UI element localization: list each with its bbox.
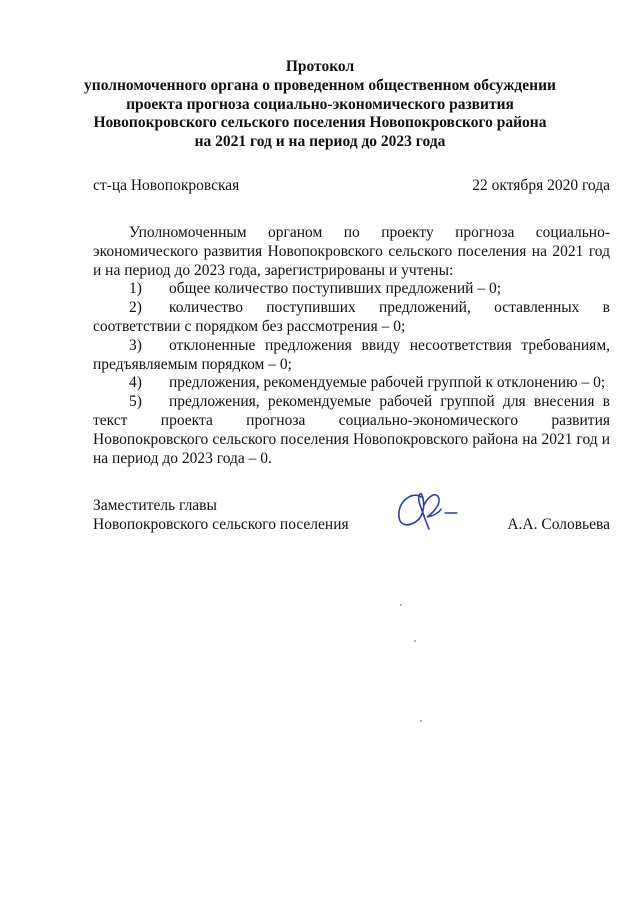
scan-speck bbox=[420, 720, 422, 722]
title-line: Протокол bbox=[285, 58, 355, 75]
list-item-number: 5) bbox=[129, 393, 142, 411]
list-item bbox=[93, 393, 610, 468]
intro-paragraph: Уполномоченным органом по проекту прогноза социально-экономического развития Новопокровского сельского поселения на 2021 год и на период до 2023 года, зарегистрированы и учтены: bbox=[93, 224, 610, 279]
list-item-text: предложения, рекомендуемые рабочей группой для внесения в текст проекта прогноза социально-экономического развития Новопокровского сельского поселения Новопокровского района на 2021 год и на период до 2023 года – 0. bbox=[93, 393, 610, 467]
scan-speck bbox=[400, 604, 402, 606]
list-item bbox=[93, 337, 610, 375]
document-body bbox=[93, 224, 610, 468]
title-line: проекта прогноза социально-экономического развития bbox=[126, 95, 514, 113]
list-item-number: 3) bbox=[129, 336, 142, 354]
list-item bbox=[93, 374, 610, 393]
list-item-text: общее количество поступивших предложений – 0; bbox=[169, 280, 502, 298]
title-line: Новопокровского сельского поселения Новопокровского района bbox=[93, 114, 547, 132]
list-item-number: 1) bbox=[129, 280, 142, 298]
list-item-text: количество поступивших предложений, оставленных в соответствии с порядком без рассмотрения – 0; bbox=[93, 299, 610, 335]
list-item bbox=[93, 280, 610, 299]
list-item-number: 4) bbox=[129, 374, 142, 392]
list-item-text: отклоненные предложения ввиду несоответствия требованиям, предъявляемым порядком – 0; bbox=[93, 336, 610, 373]
signature-block bbox=[93, 497, 610, 535]
list-item-text: предложения, рекомендуемые рабочей группой к отклонению – 0; bbox=[169, 374, 606, 392]
document-title bbox=[80, 58, 560, 152]
signer-name: А.А. Соловьева bbox=[507, 515, 610, 533]
title-line: на 2021 год и на период до 2023 года bbox=[194, 133, 446, 151]
title-line: уполномоченного органа о проведенном общественном обсуждении bbox=[84, 76, 556, 94]
signer-position-line2: Новопокровского сельского поселения bbox=[93, 515, 349, 533]
date-text: 22 октября 2020 года bbox=[472, 177, 610, 194]
signer-position-line1: Заместитель главы bbox=[93, 497, 217, 514]
list-item bbox=[93, 299, 610, 337]
list-item-number: 2) bbox=[129, 299, 142, 317]
scan-speck bbox=[414, 640, 416, 642]
place-text: ст-ца Новопокровская bbox=[93, 177, 240, 194]
handwritten-signature-icon bbox=[391, 483, 463, 539]
